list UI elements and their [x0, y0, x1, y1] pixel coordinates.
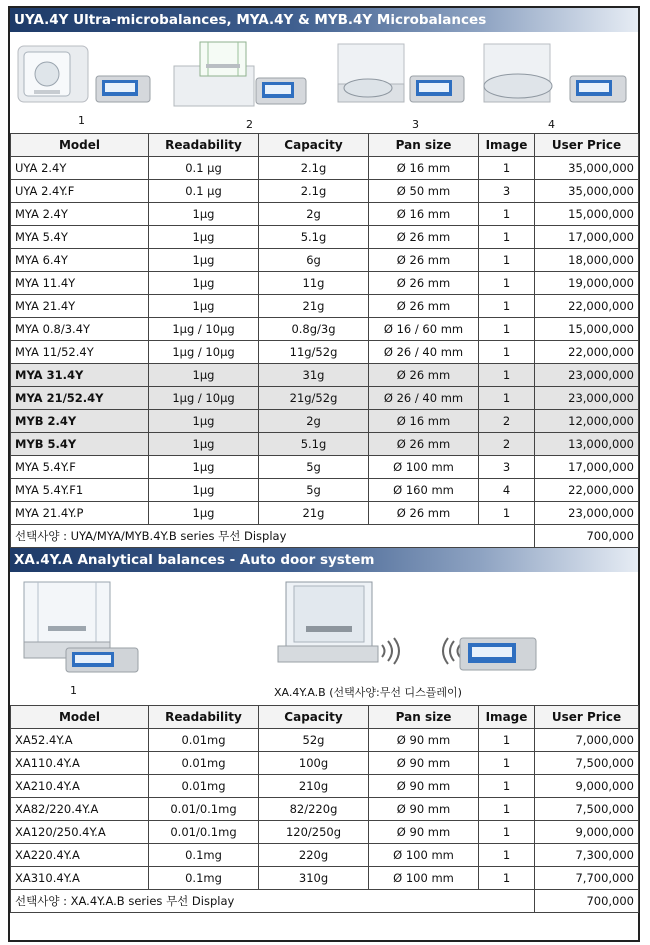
balance-image-1: [14, 38, 154, 108]
pan-size-cell: Ø 26 mm: [369, 249, 479, 272]
user-price-cell: 23,000,000: [535, 364, 639, 387]
image-number-cell: 1: [479, 844, 535, 867]
readability-cell: 1µg: [149, 502, 259, 525]
user-price-cell: 17,000,000: [535, 226, 639, 249]
pan-size-cell: Ø 50 mm: [369, 180, 479, 203]
option-text: 선택사양 : XA.4Y.A.B series 무선 Display: [11, 890, 535, 913]
option-price: 700,000: [535, 890, 639, 913]
section1-table-body: [11, 157, 639, 525]
pan-size-cell: Ø 26 mm: [369, 433, 479, 456]
xa-wireless-balance-image: [264, 576, 384, 680]
readability-cell: 1µg: [149, 203, 259, 226]
user-price-cell: 18,000,000: [535, 249, 639, 272]
table-row: [11, 387, 639, 410]
image-number-cell: 1: [479, 341, 535, 364]
image-number-cell: 1: [479, 387, 535, 410]
readability-cell: 1µg: [149, 295, 259, 318]
image-number-cell: 1: [479, 364, 535, 387]
capacity-cell: 0.8g/3g: [259, 318, 369, 341]
model-cell: MYA 6.4Y: [11, 249, 149, 272]
image-number-cell: 1: [479, 203, 535, 226]
readability-cell: 1µg: [149, 410, 259, 433]
capacity-cell: 5g: [259, 456, 369, 479]
capacity-cell: 82/220g: [259, 798, 369, 821]
capacity-cell: 220g: [259, 844, 369, 867]
model-cell: MYA 11/52.4Y: [11, 341, 149, 364]
pan-size-cell: Ø 26 / 40 mm: [369, 387, 479, 410]
section1-product-images: [10, 32, 638, 133]
col-header-user-price: User Price: [535, 134, 639, 157]
pan-size-cell: Ø 100 mm: [369, 867, 479, 890]
image-number-cell: 1: [479, 249, 535, 272]
col-header-image: Image: [479, 134, 535, 157]
image-number-cell: 2: [479, 410, 535, 433]
pan-size-cell: Ø 26 mm: [369, 272, 479, 295]
user-price-cell: 35,000,000: [535, 157, 639, 180]
capacity-cell: 21g/52g: [259, 387, 369, 410]
model-cell: XA220.4Y.A: [11, 844, 149, 867]
model-cell: MYA 5.4Y: [11, 226, 149, 249]
col-header-readability: Readability: [149, 134, 259, 157]
capacity-cell: 310g: [259, 867, 369, 890]
user-price-cell: 9,000,000: [535, 775, 639, 798]
table-header-row: [11, 706, 639, 729]
table-row: [11, 295, 639, 318]
user-price-cell: 22,000,000: [535, 295, 639, 318]
pan-size-cell: Ø 90 mm: [369, 775, 479, 798]
col-header-readability: Readability: [149, 706, 259, 729]
image-number-cell: 1: [479, 295, 535, 318]
model-cell: MYA 21/52.4Y: [11, 387, 149, 410]
section2-table-body: [11, 729, 639, 890]
table-row: [11, 798, 639, 821]
capacity-cell: 2g: [259, 203, 369, 226]
capacity-cell: 31g: [259, 364, 369, 387]
price-sheet: [8, 6, 640, 942]
pan-size-cell: Ø 16 / 60 mm: [369, 318, 479, 341]
model-cell: XA210.4Y.A: [11, 775, 149, 798]
table-row: [11, 249, 639, 272]
capacity-cell: 2.1g: [259, 180, 369, 203]
balance-image-4: [474, 36, 634, 110]
readability-cell: 0.1 µg: [149, 157, 259, 180]
user-price-cell: 22,000,000: [535, 341, 639, 364]
image-number-cell: 2: [479, 433, 535, 456]
table-row: [11, 867, 639, 890]
table-row: [11, 341, 639, 364]
option-price: 700,000: [535, 525, 639, 548]
model-cell: XA120/250.4Y.A: [11, 821, 149, 844]
readability-cell: 1µg: [149, 433, 259, 456]
model-cell: MYA 5.4Y.F: [11, 456, 149, 479]
image-number-cell: 1: [479, 729, 535, 752]
table-row: [11, 157, 639, 180]
capacity-cell: 11g: [259, 272, 369, 295]
capacity-cell: 2g: [259, 410, 369, 433]
image-number-cell: 1: [479, 157, 535, 180]
xa-wireless-caption: XA.4Y.A.B (선택사양:무선 디스플레이): [274, 686, 462, 699]
readability-cell: 1µg: [149, 456, 259, 479]
readability-cell: 0.01/0.1mg: [149, 798, 259, 821]
model-cell: XA110.4Y.A: [11, 752, 149, 775]
user-price-cell: 7,300,000: [535, 844, 639, 867]
image-label-2: 2: [246, 118, 253, 131]
wireless-display-image: [456, 632, 542, 676]
image-number-cell: 1: [479, 798, 535, 821]
readability-cell: 1µg / 10µg: [149, 318, 259, 341]
user-price-cell: 15,000,000: [535, 318, 639, 341]
capacity-cell: 11g/52g: [259, 341, 369, 364]
section2-table: [10, 705, 639, 913]
image-number-cell: 1: [479, 272, 535, 295]
image-number-cell: 1: [479, 821, 535, 844]
pan-size-cell: Ø 26 mm: [369, 226, 479, 249]
capacity-cell: 5g: [259, 479, 369, 502]
image-label-4: 4: [548, 118, 555, 131]
readability-cell: 1µg: [149, 272, 259, 295]
user-price-cell: 12,000,000: [535, 410, 639, 433]
capacity-cell: 210g: [259, 775, 369, 798]
user-price-cell: 7,500,000: [535, 798, 639, 821]
col-header-capacity: Capacity: [259, 134, 369, 157]
section2-title: XA.4Y.A Analytical balances - Auto door system: [10, 548, 638, 572]
readability-cell: 1µg: [149, 249, 259, 272]
pan-size-cell: Ø 90 mm: [369, 821, 479, 844]
pan-size-cell: Ø 90 mm: [369, 798, 479, 821]
option-text: 선택사양 : UYA/MYA/MYB.4Y.B series 무선 Display: [11, 525, 535, 548]
option-row: [11, 525, 639, 548]
image-number-cell: 1: [479, 226, 535, 249]
table-row: [11, 479, 639, 502]
pan-size-cell: Ø 90 mm: [369, 729, 479, 752]
model-cell: MYA 21.4Y: [11, 295, 149, 318]
user-price-cell: 13,000,000: [535, 433, 639, 456]
col-header-pan-size: Pan size: [369, 134, 479, 157]
table-row: [11, 226, 639, 249]
pan-size-cell: Ø 26 / 40 mm: [369, 341, 479, 364]
pan-size-cell: Ø 26 mm: [369, 364, 479, 387]
user-price-cell: 17,000,000: [535, 456, 639, 479]
model-cell: XA52.4Y.A: [11, 729, 149, 752]
col-header-image: Image: [479, 706, 535, 729]
readability-cell: 0.1mg: [149, 844, 259, 867]
readability-cell: 0.1mg: [149, 867, 259, 890]
model-cell: MYB 5.4Y: [11, 433, 149, 456]
table-row: [11, 502, 639, 525]
user-price-cell: 7,500,000: [535, 752, 639, 775]
readability-cell: 1µg: [149, 226, 259, 249]
model-cell: MYB 2.4Y: [11, 410, 149, 433]
model-cell: MYA 21.4Y.P: [11, 502, 149, 525]
col-header-pan-size: Pan size: [369, 706, 479, 729]
image-number-cell: 3: [479, 180, 535, 203]
image-number-cell: 1: [479, 775, 535, 798]
model-cell: MYA 31.4Y: [11, 364, 149, 387]
readability-cell: 1µg: [149, 364, 259, 387]
pan-size-cell: Ø 100 mm: [369, 456, 479, 479]
wireless-signal-icon: [376, 636, 466, 666]
readability-cell: 1µg / 10µg: [149, 341, 259, 364]
capacity-cell: 120/250g: [259, 821, 369, 844]
model-cell: XA310.4Y.A: [11, 867, 149, 890]
xa-image-label-1: 1: [70, 684, 77, 697]
readability-cell: 0.01mg: [149, 775, 259, 798]
readability-cell: 0.01mg: [149, 752, 259, 775]
model-cell: MYA 5.4Y.F1: [11, 479, 149, 502]
user-price-cell: 7,700,000: [535, 867, 639, 890]
pan-size-cell: Ø 26 mm: [369, 502, 479, 525]
capacity-cell: 5.1g: [259, 226, 369, 249]
capacity-cell: 6g: [259, 249, 369, 272]
section1-title: UYA.4Y Ultra-microbalances, MYA.4Y & MYB.4Y Microbalances: [10, 8, 638, 32]
table-row: [11, 410, 639, 433]
capacity-cell: 5.1g: [259, 433, 369, 456]
user-price-cell: 23,000,000: [535, 387, 639, 410]
table-row: [11, 752, 639, 775]
capacity-cell: 100g: [259, 752, 369, 775]
model-cell: MYA 0.8/3.4Y: [11, 318, 149, 341]
table-row: [11, 272, 639, 295]
user-price-cell: 19,000,000: [535, 272, 639, 295]
model-cell: MYA 11.4Y: [11, 272, 149, 295]
readability-cell: 0.01mg: [149, 729, 259, 752]
table-row: [11, 775, 639, 798]
pan-size-cell: Ø 16 mm: [369, 157, 479, 180]
pan-size-cell: Ø 100 mm: [369, 844, 479, 867]
model-cell: UYA 2.4Y: [11, 157, 149, 180]
capacity-cell: 52g: [259, 729, 369, 752]
capacity-cell: 21g: [259, 502, 369, 525]
pan-size-cell: Ø 16 mm: [369, 203, 479, 226]
table-row: [11, 364, 639, 387]
table-row: [11, 318, 639, 341]
image-number-cell: 4: [479, 479, 535, 502]
table-row: [11, 456, 639, 479]
section1-table: [10, 133, 639, 548]
pan-size-cell: Ø 16 mm: [369, 410, 479, 433]
option-row: [11, 890, 639, 913]
user-price-cell: 23,000,000: [535, 502, 639, 525]
image-number-cell: 1: [479, 867, 535, 890]
user-price-cell: 15,000,000: [535, 203, 639, 226]
capacity-cell: 2.1g: [259, 157, 369, 180]
col-header-user-price: User Price: [535, 706, 639, 729]
table-row: [11, 180, 639, 203]
table-row: [11, 729, 639, 752]
capacity-cell: 21g: [259, 295, 369, 318]
model-cell: XA82/220.4Y.A: [11, 798, 149, 821]
balance-image-3: [328, 36, 468, 110]
image-number-cell: 3: [479, 456, 535, 479]
model-cell: UYA 2.4Y.F: [11, 180, 149, 203]
user-price-cell: 7,000,000: [535, 729, 639, 752]
readability-cell: 0.1 µg: [149, 180, 259, 203]
image-number-cell: 1: [479, 318, 535, 341]
user-price-cell: 9,000,000: [535, 821, 639, 844]
section2-product-images: [10, 572, 638, 705]
table-header-row: [11, 134, 639, 157]
table-row: [11, 433, 639, 456]
readability-cell: 1µg: [149, 479, 259, 502]
readability-cell: 0.01/0.1mg: [149, 821, 259, 844]
col-header-model: Model: [11, 706, 149, 729]
image-number-cell: 1: [479, 752, 535, 775]
user-price-cell: 35,000,000: [535, 180, 639, 203]
table-row: [11, 844, 639, 867]
col-header-capacity: Capacity: [259, 706, 369, 729]
pan-size-cell: Ø 90 mm: [369, 752, 479, 775]
xa-balance-image: [18, 578, 148, 678]
table-row: [11, 821, 639, 844]
readability-cell: 1µg / 10µg: [149, 387, 259, 410]
image-number-cell: 1: [479, 502, 535, 525]
table-row: [11, 203, 639, 226]
user-price-cell: 22,000,000: [535, 479, 639, 502]
balance-image-2: [168, 36, 308, 110]
col-header-model: Model: [11, 134, 149, 157]
pan-size-cell: Ø 160 mm: [369, 479, 479, 502]
image-label-3: 3: [412, 118, 419, 131]
image-label-1: 1: [78, 114, 85, 127]
model-cell: MYA 2.4Y: [11, 203, 149, 226]
pan-size-cell: Ø 26 mm: [369, 295, 479, 318]
